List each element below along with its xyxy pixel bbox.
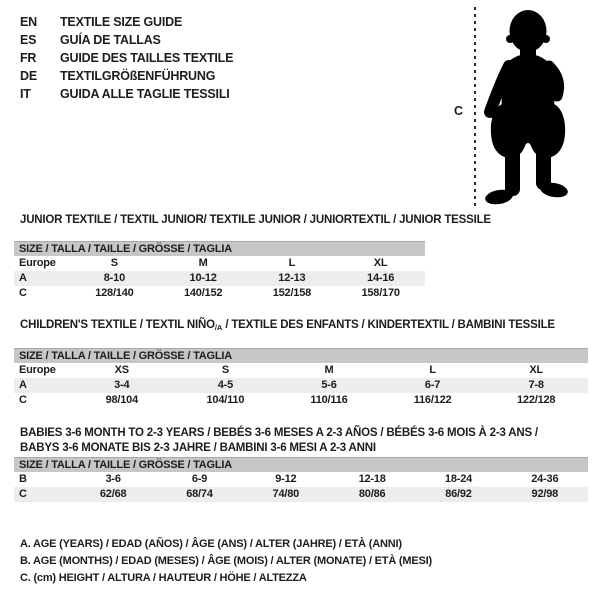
language-title: TEXTILGRÖßENFÜHRUNG [60,69,216,83]
size-value-cell: 86/92 [445,488,472,500]
section-title-line [20,318,555,335]
size-header-bar: SIZE / TALLA / TAILLE / GRÖSSE / TAGLIA [14,457,588,472]
language-row [20,13,233,31]
size-table-babies [14,457,588,502]
language-title: GUÍA DE TALLAS [60,33,161,47]
row-label-cell: A [19,379,27,391]
language-row [20,49,233,67]
size-value-cell: 9-12 [275,473,297,485]
row-label-cell: Europe [19,257,56,269]
measurement-legend [20,536,432,587]
size-value-cell: L [288,257,296,269]
size-value-cell: 24-36 [531,473,559,485]
size-value-cell: 3-6 [105,473,121,485]
section-title-text: CHILDREN'S TEXTILE / TEXTIL NIÑO [20,319,215,331]
legend-line: C. (cm) HEIGHT / ALTURA / HAUTEUR / HÖHE / ALTEZZA [20,572,307,584]
section-title-line [20,441,538,456]
section-title-text: JUNIOR TEXTILE / TEXTIL JUNIOR/ TEXTILE JUNIOR / JUNIORTEXTIL / JUNIOR TESSILE [20,214,491,226]
language-row [20,85,233,103]
section-title-text: BABYS 3-6 MONATE BIS 2-3 JAHRE / BAMBINI 3-6 MESI A 2-3 ANNI [20,442,376,454]
table-row [14,256,425,271]
height-measure-label: C [454,104,463,118]
size-value-cell: 4-5 [217,379,234,391]
size-value-cell: 74/80 [272,488,300,500]
size-value-cell: 98/104 [105,394,139,406]
table-row [14,378,588,393]
row-label-cell: Europe [19,364,56,376]
size-value-cell: M [324,364,334,376]
language-code: FR [20,51,37,65]
size-value-cell: 158/170 [361,287,400,299]
size-value-cell: 5-6 [321,379,337,391]
size-value-cell: 68/74 [186,488,213,500]
section-title-line [20,213,491,228]
section-title [20,426,538,456]
size-value-cell: 80/86 [358,488,386,500]
size-value-cell: L [429,364,436,376]
table-row [14,487,588,502]
language-row [20,31,233,49]
size-header-bar: SIZE / TALLA / TAILLE / GRÖSSE / TAGLIA [14,241,425,256]
size-value-cell: 6-9 [191,473,208,485]
size-value-cell: XS [114,364,129,376]
size-value-cell: 92/98 [531,488,559,500]
language-title-list [20,13,233,103]
size-value-cell: XL [529,364,543,376]
size-header-bar: SIZE / TALLA / TAILLE / GRÖSSE / TAGLIA [14,348,588,363]
size-value-cell: 3-4 [114,379,130,391]
language-code: IT [20,87,31,101]
language-code: ES [20,33,37,47]
size-table-children [14,348,588,408]
figure-height-guide [440,0,600,215]
row-label-cell: A [19,272,27,284]
section-title [20,213,491,228]
legend-line: B. AGE (MONTHS) / EDAD (MESES) / ÂGE (MOIS) / ALTER (MONATE) / ETÀ (MESI) [20,555,432,567]
size-value-cell: S [221,364,229,376]
language-title: GUIDA ALLE TAGLIE TESSILI [60,87,230,101]
row-label-cell: C [19,488,27,500]
size-value-cell: 10-12 [189,272,217,284]
height-measure-dotted-line [474,7,476,208]
section-title-line [20,426,538,441]
size-value-cell: 62/68 [99,488,127,500]
table-row [14,271,425,286]
size-table-junior [14,241,425,301]
size-value-cell: 128/140 [95,287,134,299]
size-value-cell: 110/116 [310,394,348,406]
size-value-cell: 122/128 [516,394,556,406]
table-row [14,363,588,378]
row-label-cell: C [19,287,27,299]
size-value-cell: 12-13 [278,272,306,284]
size-value-cell: 18-24 [444,473,473,485]
row-label-cell: C [19,394,27,406]
size-value-cell: S [110,257,118,269]
size-value-cell: 116/122 [413,394,452,406]
size-value-cell: 140/152 [183,287,223,299]
size-value-cell: 7-8 [528,379,544,391]
table-row [14,472,588,487]
size-value-cell: 14-16 [367,272,395,284]
language-title: GUIDE DES TAILLES TEXTILE [60,51,234,65]
row-label-cell: B [19,473,27,485]
size-value-cell: 12-18 [358,473,386,485]
language-title: TEXTILE SIZE GUIDE [60,15,183,29]
table-row [14,393,588,408]
size-value-cell: 8-10 [103,272,125,284]
section-title-text: /A [214,323,223,332]
table-row [14,286,425,301]
language-code: EN [20,15,37,29]
section-title-text: BABIES 3-6 MONTH TO 2-3 YEARS / BEBÉS 3-6 MESES A 2-3 AÑOS / BÉBÉS 3-6 MOIS À 2-3 ANS / [20,427,538,439]
language-row [20,67,233,85]
section-title-text: / TEXTILE DES ENFANTS / KINDERTEXTIL / BAMBINI TESSILE [222,319,555,331]
section-title [20,318,555,335]
toddler-silhouette-icon [478,6,574,210]
language-code: DE [20,69,37,83]
size-value-cell: M [198,257,208,269]
legend-line: A. AGE (YEARS) / EDAD (AÑOS) / ÂGE (ANS) / ALTER (JAHRE) / ETÀ (ANNI) [20,538,402,550]
size-value-cell: XL [373,257,388,269]
size-value-cell: 152/158 [272,287,312,299]
size-value-cell: 6-7 [424,379,441,391]
size-value-cell: 104/110 [206,394,245,406]
